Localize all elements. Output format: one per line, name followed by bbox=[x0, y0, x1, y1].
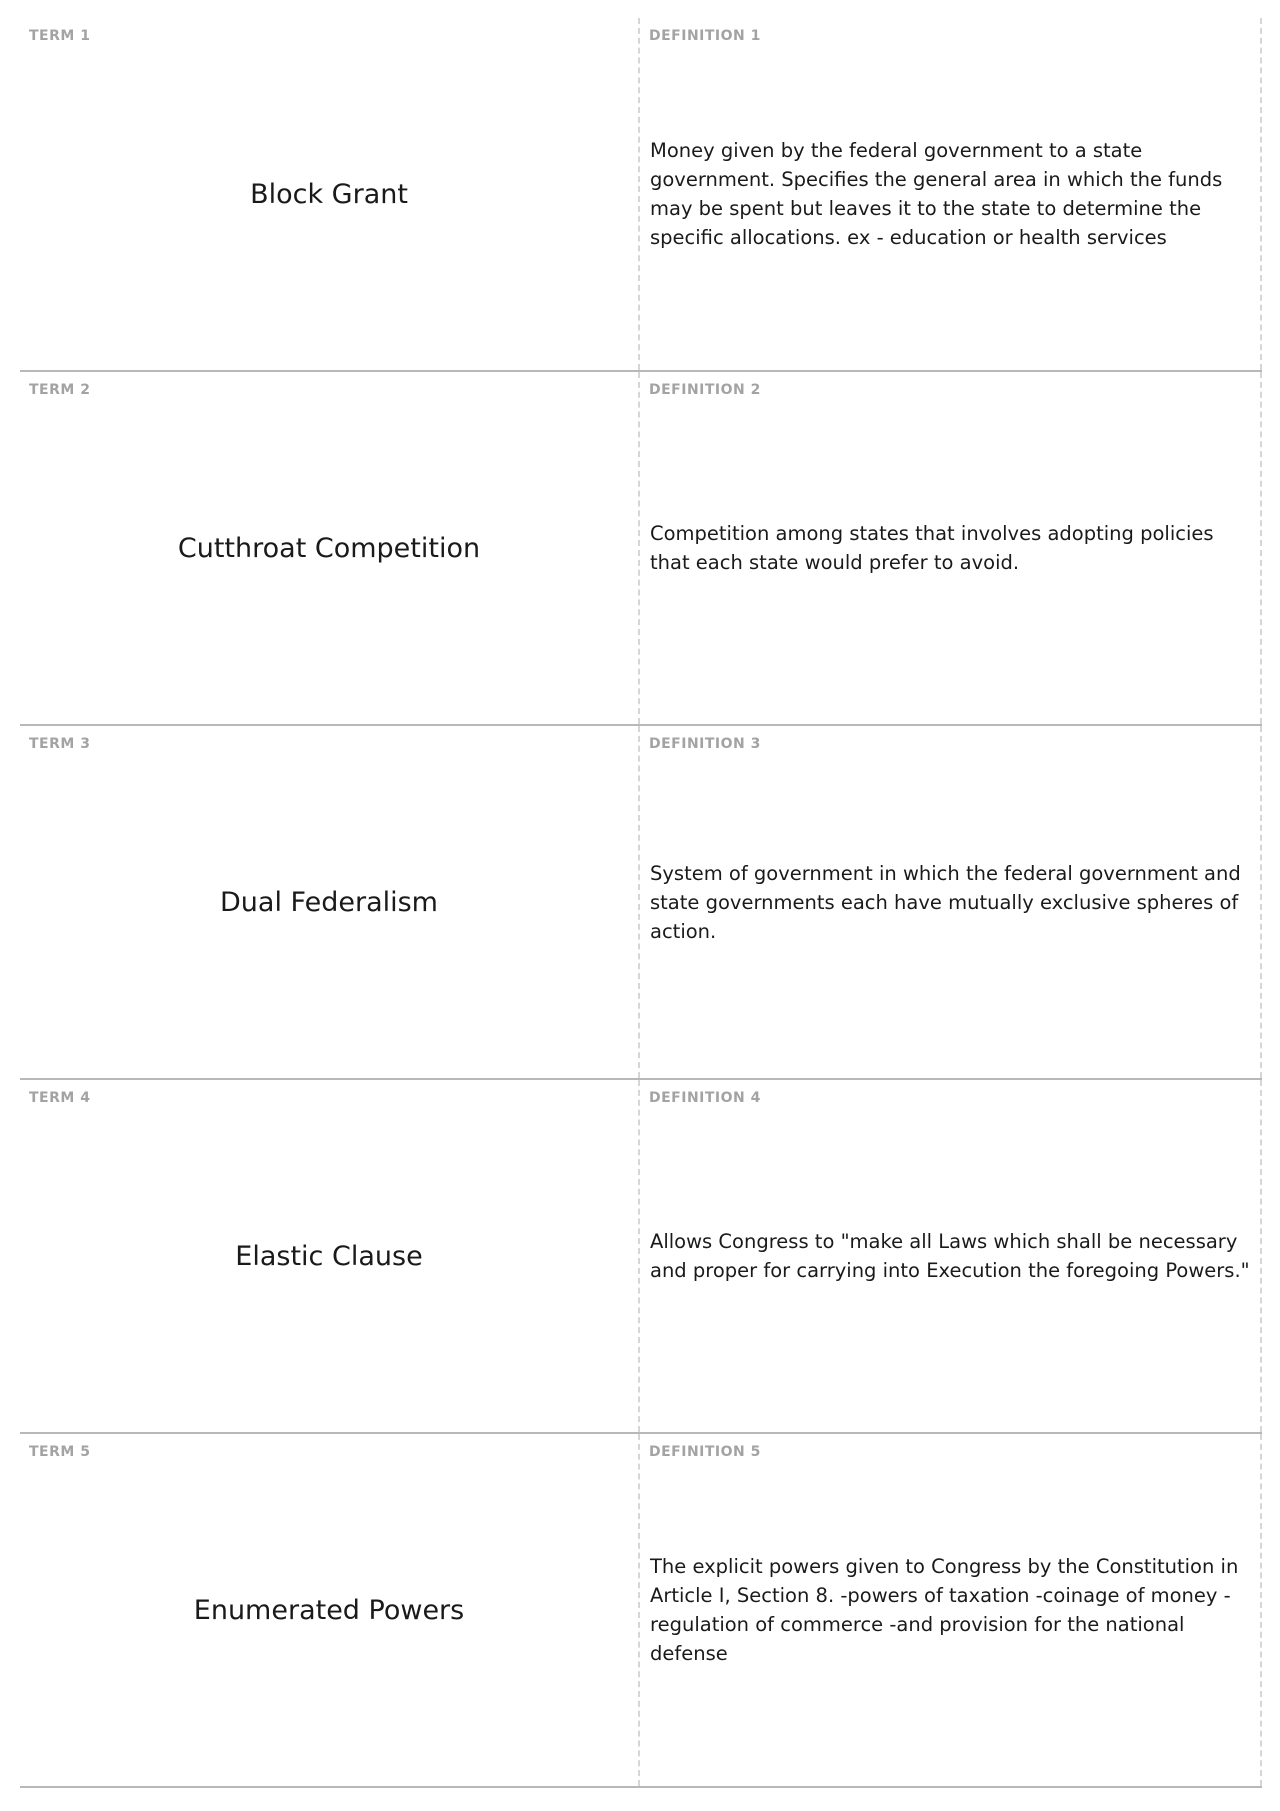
term-text: Elastic Clause bbox=[235, 1240, 423, 1272]
term-label: TERM 1 bbox=[29, 28, 91, 44]
definition-label: DEFINITION 4 bbox=[649, 1090, 761, 1106]
definition-label: DEFINITION 1 bbox=[649, 28, 761, 44]
flashcard-row bbox=[20, 18, 1262, 372]
flashcard-row bbox=[20, 726, 1262, 1080]
definition-text: Competition among states that involves adopting policies that each state would prefer to avoid. bbox=[650, 522, 1214, 574]
definition-label: DEFINITION 3 bbox=[649, 736, 761, 752]
definition-text-box bbox=[650, 1080, 1252, 1432]
definition-text: The explicit powers given to Congress by the Constitution in Article I, Section 8. -powers of taxation -coinage of money -regulation of commerce -and provision for the national defense bbox=[650, 1555, 1239, 1665]
definition-cell bbox=[640, 372, 1262, 724]
definition-cell bbox=[640, 1434, 1262, 1786]
term-cell bbox=[20, 1080, 640, 1432]
flashcard-row bbox=[20, 372, 1262, 726]
definition-cell bbox=[640, 18, 1262, 370]
definition-text-box bbox=[650, 18, 1252, 370]
term-cell bbox=[20, 372, 640, 724]
definition-text-box bbox=[650, 1434, 1252, 1786]
flashcard-row bbox=[20, 1434, 1262, 1788]
definition-cell bbox=[640, 1080, 1262, 1432]
term-label: TERM 3 bbox=[29, 736, 91, 752]
definition-text: System of government in which the federal government and state governments each have mutually exclusive spheres of action. bbox=[650, 861, 1241, 943]
definition-label: DEFINITION 5 bbox=[649, 1444, 761, 1460]
definition-text-box bbox=[650, 372, 1252, 724]
flashcard-sheet bbox=[20, 18, 1262, 1788]
term-label: TERM 4 bbox=[29, 1090, 91, 1106]
term-cell bbox=[20, 1434, 640, 1786]
term-label: TERM 5 bbox=[29, 1444, 91, 1460]
term-cell bbox=[20, 726, 640, 1078]
definition-text-box bbox=[650, 726, 1252, 1078]
flashcard-row bbox=[20, 1080, 1262, 1434]
term-text: Cutthroat Competition bbox=[177, 532, 481, 564]
term-label: TERM 2 bbox=[29, 382, 91, 398]
definition-text: Money given by the federal government to a state government. Specifies the general area in which the funds may be spent but leaves it to the state to determine the specific allocations. ex - education or health services bbox=[650, 139, 1223, 249]
definition-text: Allows Congress to "make all Laws which shall be necessary and proper for carrying into Execution the foregoing Powers." bbox=[650, 1230, 1250, 1282]
term-text: Block Grant bbox=[250, 178, 408, 210]
definition-label: DEFINITION 2 bbox=[649, 382, 761, 398]
term-text: Dual Federalism bbox=[220, 886, 438, 918]
term-text: Enumerated Powers bbox=[193, 1594, 465, 1626]
definition-cell bbox=[640, 726, 1262, 1078]
term-cell bbox=[20, 18, 640, 370]
